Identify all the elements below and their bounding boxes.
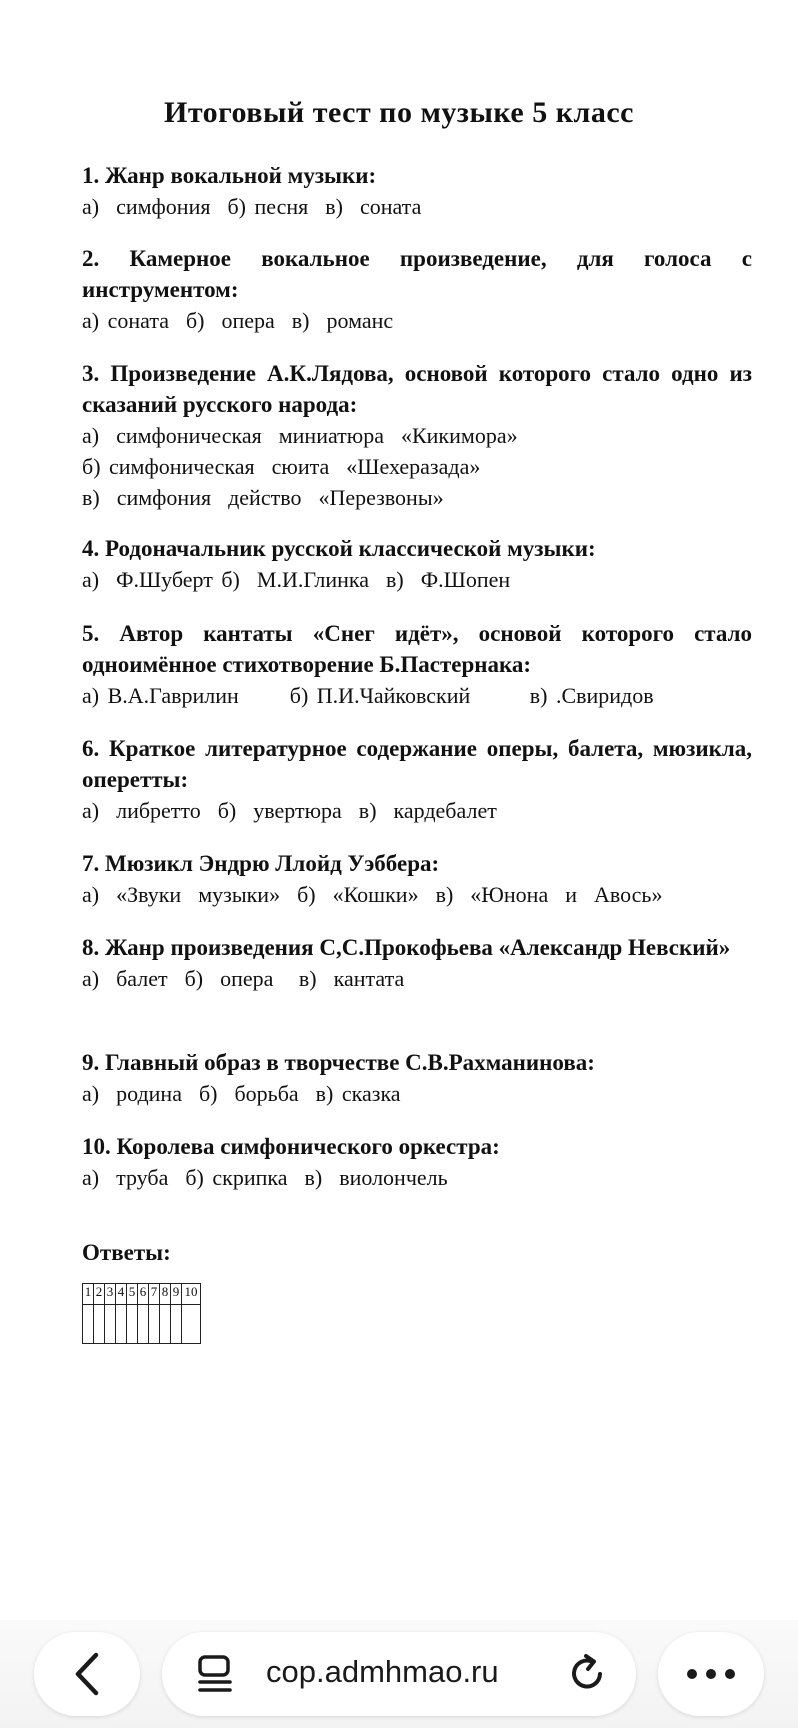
question-heading: 8. Жанр произведения С,С.Прокофьева «Александр Невский»	[82, 935, 731, 960]
answer-cell	[138, 1305, 149, 1344]
question-2	[82, 243, 752, 336]
question-heading: 7. Мюзикл Эндрю Ллойд Уэббера:	[82, 851, 440, 876]
question-heading: 1. Жанр вокальной музыки:	[82, 163, 377, 188]
question-5	[82, 618, 752, 711]
more-icon	[686, 1668, 736, 1680]
answer-grid	[82, 1283, 201, 1344]
answer-option: а) В.А.Гаврилин б) П.И.Чайковский в) .Свиридов	[82, 683, 654, 708]
answer-grid-header: 1	[83, 1284, 94, 1305]
answer-option: а) соната б) опера в) романс	[82, 308, 394, 333]
answer-cell	[83, 1305, 94, 1344]
answer-cell	[127, 1305, 138, 1344]
question-heading: 4. Родоначальник русской классической музыки:	[82, 536, 596, 561]
question-heading: 9. Главный образ в творчестве С.В.Рахманинова:	[82, 1050, 595, 1075]
answer-grid-header: 10	[182, 1284, 201, 1305]
question-9	[82, 1047, 752, 1109]
more-menu-button[interactable]	[658, 1632, 764, 1716]
back-button[interactable]	[34, 1632, 140, 1716]
question-3	[82, 358, 752, 513]
question-4	[82, 533, 752, 595]
answer-grid-header: 2	[94, 1284, 105, 1305]
answer-cell	[94, 1305, 105, 1344]
answer-cell	[105, 1305, 116, 1344]
question-8	[82, 932, 752, 994]
answer-cell	[182, 1305, 201, 1344]
question-heading: 5. Автор кантаты «Снег идёт», основой которого стало одноимённое стихотворение Б.Пастернака:	[82, 621, 752, 677]
answer-option: в) симфония действо «Перезвоны»	[82, 485, 444, 510]
answer-option: а) труба б) скрипка в) виолончель	[82, 1165, 448, 1190]
answer-option: а) родина б) борьба в) сказка	[82, 1081, 401, 1106]
answer-grid-header: 4	[116, 1284, 127, 1305]
url-text[interactable]: cop.admhmao.ru	[266, 1654, 499, 1689]
question-heading: 2. Камерное вокальное произведение, для голоса с инструментом:	[82, 246, 752, 302]
answer-cell	[116, 1305, 127, 1344]
answer-cell	[160, 1305, 171, 1344]
answer-grid-header: 6	[138, 1284, 149, 1305]
answer-option: а) симфония б) песня в) соната	[82, 194, 422, 219]
question-6	[82, 733, 752, 826]
answer-option: а) Ф.Шуберт б) М.И.Глинка в) Ф.Шопен	[82, 567, 511, 592]
answer-grid-header: 7	[149, 1284, 160, 1305]
page-title: Итоговый тест по музыке 5 класс	[164, 96, 634, 129]
question-heading: 10. Королева симфонического оркестра:	[82, 1134, 500, 1159]
reader-mode-icon[interactable]	[196, 1654, 234, 1694]
answer-option: а) «Звуки музыки» б) «Кошки» в) «Юнона и Авось»	[82, 882, 663, 907]
question-7	[82, 848, 752, 910]
answers-label: Ответы:	[82, 1240, 171, 1265]
answer-option: б) симфоническая сюита «Шехеразада»	[82, 454, 481, 479]
question-heading: 6. Краткое литературное содержание оперы, балета, мюзикла, оперетты:	[82, 736, 752, 792]
answer-grid-header-row	[83, 1284, 201, 1305]
answer-option: а) балет б) опера в) кантата	[82, 966, 405, 991]
answer-grid-header: 8	[160, 1284, 171, 1305]
answer-cell	[171, 1305, 182, 1344]
question-10	[82, 1131, 752, 1193]
answer-grid-blank-row	[83, 1305, 201, 1344]
answer-grid-header: 9	[171, 1284, 182, 1305]
answer-grid-header: 3	[105, 1284, 116, 1305]
question-1	[82, 160, 752, 222]
answer-option: а) симфоническая миниатюра «Кикимора»	[82, 423, 518, 448]
back-icon	[70, 1651, 104, 1697]
refresh-icon[interactable]	[566, 1652, 610, 1696]
answer-option: а) либретто б) увертюра в) кардебалет	[82, 798, 497, 823]
question-heading: 3. Произведение А.К.Лядова, основой которого стало одно из сказаний русского народа:	[82, 361, 752, 417]
answer-grid-header: 5	[127, 1284, 138, 1305]
answer-cell	[149, 1305, 160, 1344]
